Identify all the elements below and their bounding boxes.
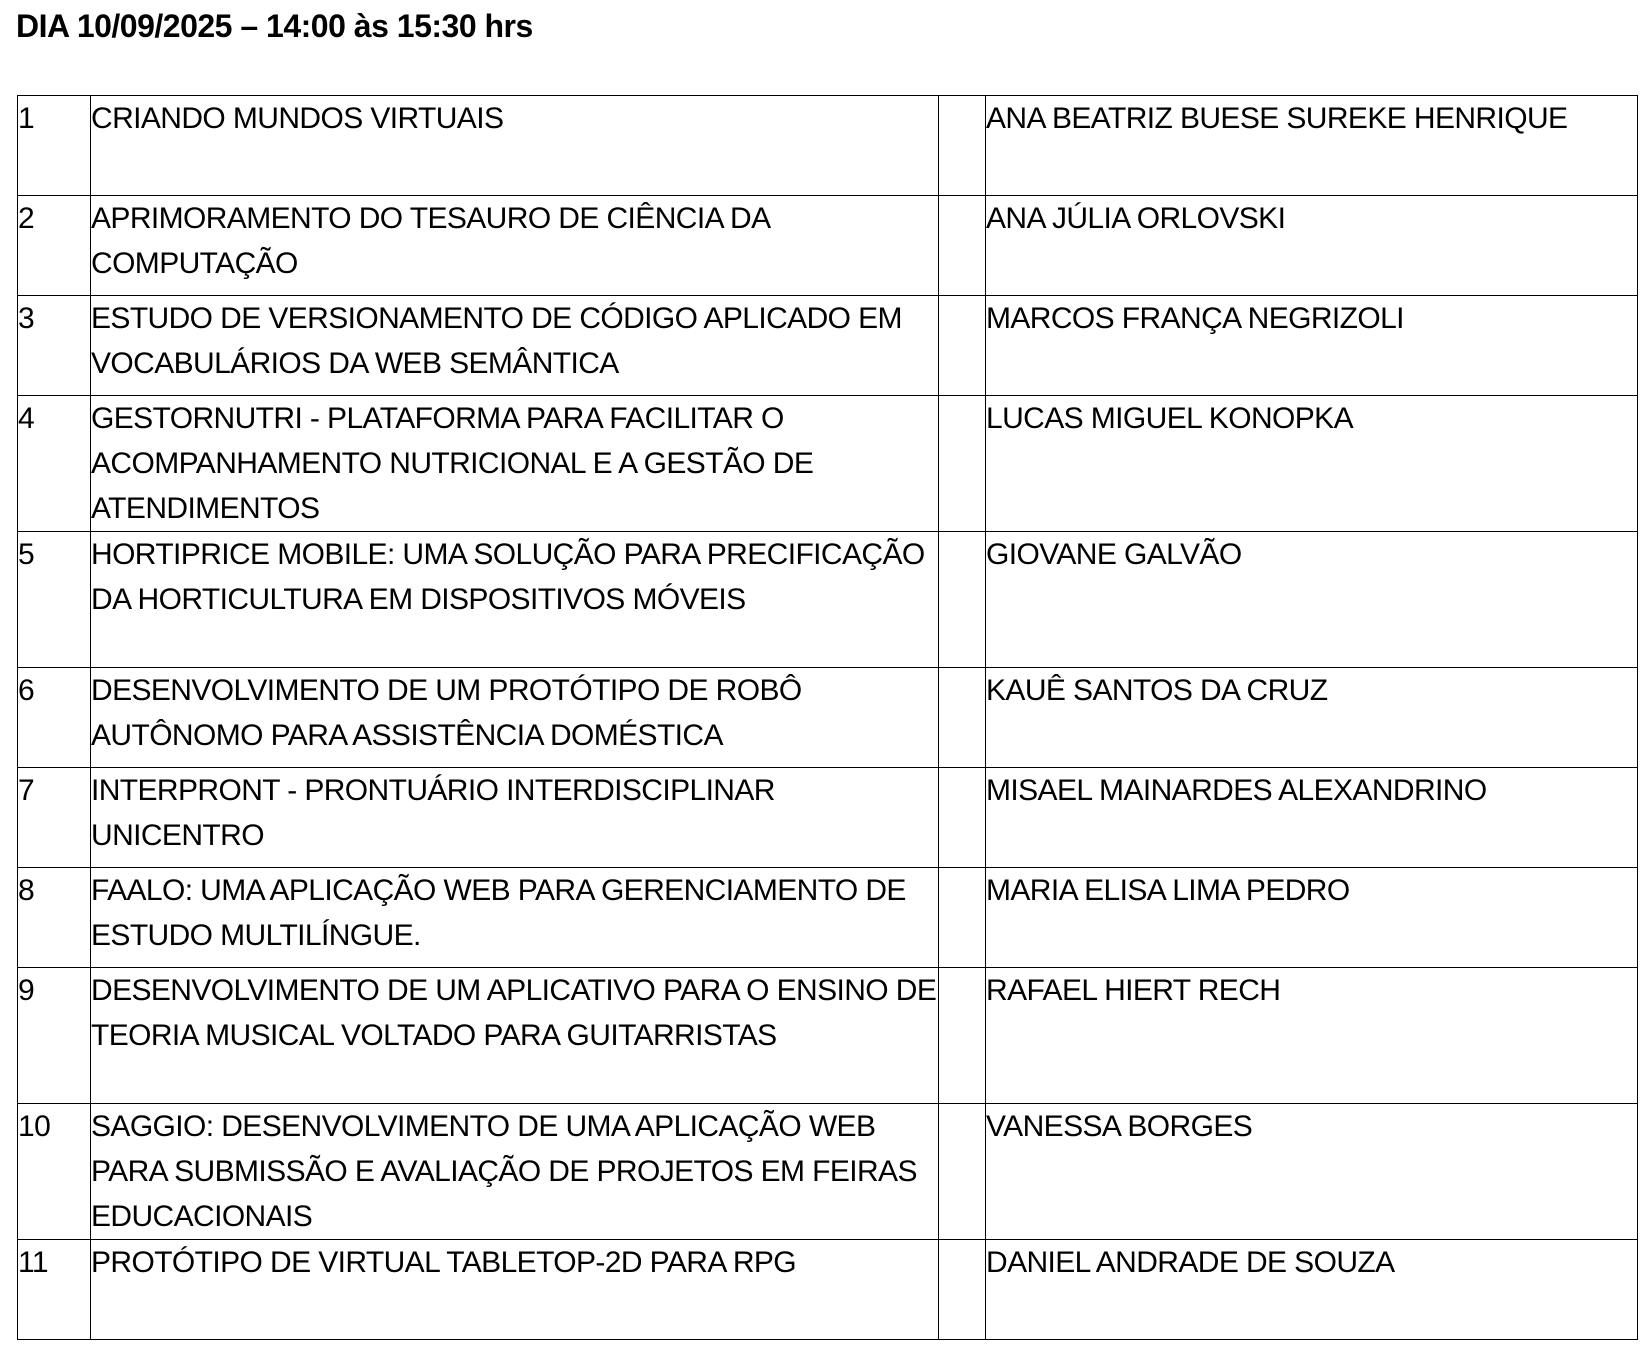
table-row xyxy=(18,1104,1638,1240)
project-title-cell xyxy=(91,1104,939,1240)
empty-cell xyxy=(939,768,986,868)
project-title: FAALO: UMA APLICAÇÃO WEB PARA GERENCIAMENTO DE ESTUDO MULTILÍNGUE. xyxy=(91,874,906,952)
student-name-cell xyxy=(986,968,1638,1104)
project-title-cell xyxy=(91,768,939,868)
student-name-cell xyxy=(986,532,1638,668)
table-row xyxy=(18,396,1638,532)
empty-cell xyxy=(939,1104,986,1240)
row-number: 9 xyxy=(18,974,35,1007)
empty-cell xyxy=(939,868,986,968)
project-title-cell xyxy=(91,1240,939,1340)
project-title-cell xyxy=(91,396,939,532)
student-name: MARIA ELISA LIMA PEDRO xyxy=(986,874,1350,907)
project-title-cell xyxy=(91,532,939,668)
row-number: 8 xyxy=(18,874,35,907)
project-title: CRIANDO MUNDOS VIRTUAIS xyxy=(91,102,504,135)
table-row xyxy=(18,768,1638,868)
row-number-cell xyxy=(18,532,91,668)
project-title: SAGGIO: DESENVOLVIMENTO DE UMA APLICAÇÃO WEB PARA SUBMISSÃO E AVALIAÇÃO DE PROJETOS EM FEIRAS EDUCACIONAIS xyxy=(91,1110,917,1233)
row-number-cell xyxy=(18,868,91,968)
project-title-cell xyxy=(91,868,939,968)
row-number: 7 xyxy=(18,774,35,807)
empty-cell xyxy=(939,1240,986,1340)
project-title: APRIMORAMENTO DO TESAURO DE CIÊNCIA DA COMPUTAÇÃO xyxy=(91,202,769,280)
row-number-cell xyxy=(18,968,91,1104)
table-row xyxy=(18,96,1638,196)
student-name-cell xyxy=(986,1240,1638,1340)
project-title: DESENVOLVIMENTO DE UM APLICATIVO PARA O ENSINO DE TEORIA MUSICAL VOLTADO PARA GUITARRISTAS xyxy=(91,974,937,1052)
student-name: DANIEL ANDRADE DE SOUZA xyxy=(986,1246,1395,1279)
table-row xyxy=(18,532,1638,668)
empty-cell xyxy=(939,296,986,396)
student-name-cell xyxy=(986,96,1638,196)
row-number: 2 xyxy=(18,202,35,235)
row-number: 5 xyxy=(18,538,35,571)
row-number: 3 xyxy=(18,302,35,335)
student-name: MISAEL MAINARDES ALEXANDRINO xyxy=(986,774,1487,807)
student-name: KAUÊ SANTOS DA CRUZ xyxy=(986,674,1328,707)
row-number: 1 xyxy=(18,102,35,135)
empty-cell xyxy=(939,96,986,196)
project-title: DESENVOLVIMENTO DE UM PROTÓTIPO DE ROBÔ AUTÔNOMO PARA ASSISTÊNCIA DOMÉSTICA xyxy=(91,674,802,752)
project-title-cell xyxy=(91,296,939,396)
student-name: GIOVANE GALVÃO xyxy=(986,538,1242,571)
student-name: ANA JÚLIA ORLOVSKI xyxy=(986,202,1286,235)
row-number-cell xyxy=(18,96,91,196)
empty-cell xyxy=(939,396,986,532)
row-number: 6 xyxy=(18,674,35,707)
project-title: HORTIPRICE MOBILE: UMA SOLUÇÃO PARA PRECIFICAÇÃO DA HORTICULTURA EM DISPOSITIVOS MÓVEIS xyxy=(91,538,925,616)
project-title: INTERPRONT - PRONTUÁRIO INTERDISCIPLINAR UNICENTRO xyxy=(91,774,775,852)
row-number-cell xyxy=(18,196,91,296)
empty-cell xyxy=(939,668,986,768)
table-row xyxy=(18,868,1638,968)
table-row xyxy=(18,968,1638,1104)
project-title-cell xyxy=(91,668,939,768)
student-name-cell xyxy=(986,396,1638,532)
empty-cell xyxy=(939,196,986,296)
row-number-cell xyxy=(18,668,91,768)
student-name: ANA BEATRIZ BUESE SUREKE HENRIQUE xyxy=(986,102,1568,135)
row-number: 10 xyxy=(18,1110,51,1143)
student-name-cell xyxy=(986,1104,1638,1240)
table-row xyxy=(18,1240,1638,1340)
student-name-cell xyxy=(986,668,1638,768)
row-number: 11 xyxy=(18,1246,48,1279)
table-row xyxy=(18,296,1638,396)
student-name-cell xyxy=(986,296,1638,396)
row-number-cell xyxy=(18,1104,91,1240)
row-number-cell xyxy=(18,1240,91,1340)
student-name-cell xyxy=(986,196,1638,296)
project-title-cell xyxy=(91,196,939,296)
empty-cell xyxy=(939,968,986,1104)
student-name: LUCAS MIGUEL KONOPKA xyxy=(986,402,1353,435)
student-name-cell xyxy=(986,868,1638,968)
table-row xyxy=(18,196,1638,296)
schedule-table xyxy=(17,95,1638,1340)
project-title: PROTÓTIPO DE VIRTUAL TABLETOP-2D PARA RPG xyxy=(91,1246,797,1279)
student-name-cell xyxy=(986,768,1638,868)
student-name: RAFAEL HIERT RECH xyxy=(986,974,1281,1007)
table-row xyxy=(18,668,1638,768)
project-title: GESTORNUTRI - PLATAFORMA PARA FACILITAR O ACOMPANHAMENTO NUTRICIONAL E A GESTÃO DE ATENDIMENTOS xyxy=(91,402,814,525)
project-title: ESTUDO DE VERSIONAMENTO DE CÓDIGO APLICADO EM VOCABULÁRIOS DA WEB SEMÂNTICA xyxy=(91,302,902,380)
row-number: 4 xyxy=(18,402,35,435)
student-name: MARCOS FRANÇA NEGRIZOLI xyxy=(986,302,1404,335)
row-number-cell xyxy=(18,396,91,532)
student-name: VANESSA BORGES xyxy=(986,1110,1253,1143)
project-title-cell xyxy=(91,96,939,196)
row-number-cell xyxy=(18,768,91,868)
project-title-cell xyxy=(91,968,939,1104)
row-number-cell xyxy=(18,296,91,396)
empty-cell xyxy=(939,532,986,668)
schedule-table-body xyxy=(18,96,1638,1340)
page-title: DIA 10/09/2025 – 14:00 às 15:30 hrs xyxy=(16,8,533,44)
